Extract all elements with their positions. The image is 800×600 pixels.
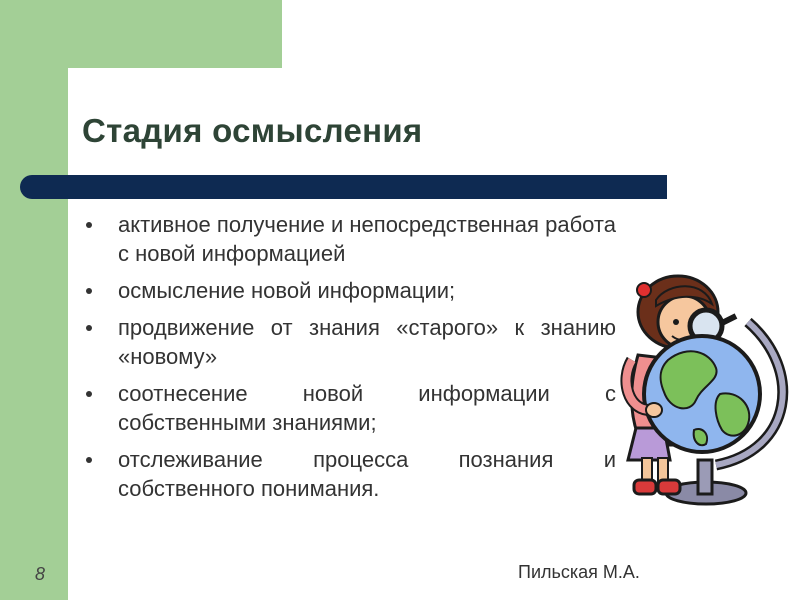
bullet-item — [86, 210, 616, 268]
bullet-item — [86, 445, 616, 503]
bullet-dot-icon — [86, 325, 92, 331]
slide-title: Стадия осмысления — [82, 112, 423, 149]
bullet-list — [86, 210, 616, 511]
bullet-text: соотнесение новой информации с собственными знаниями; — [118, 381, 616, 435]
green-sidebar — [0, 0, 68, 600]
author-name: Пильская М.А. — [518, 562, 640, 582]
title-underline-bar — [20, 175, 667, 199]
page-number: 8 — [35, 564, 46, 584]
bullet-dot-icon — [86, 391, 92, 397]
girl-with-globe-and-magnifier-icon — [598, 260, 796, 512]
bullet-item — [86, 313, 616, 371]
bullet-text: осмысление новой информации; — [118, 278, 456, 303]
bullet-dot-icon — [86, 457, 92, 463]
bullet-text: отслеживание процесса познания и собственного понимания. — [118, 447, 616, 501]
bullet-dot-icon — [86, 222, 92, 228]
bullet-text: активное получение и непосредственная работа с новой информацией — [118, 212, 616, 266]
bullet-text: продвижение от знания «старого» к знанию «новому» — [118, 315, 616, 369]
bullet-item — [86, 276, 616, 305]
bullet-dot-icon — [86, 288, 92, 294]
bullet-item — [86, 379, 616, 437]
